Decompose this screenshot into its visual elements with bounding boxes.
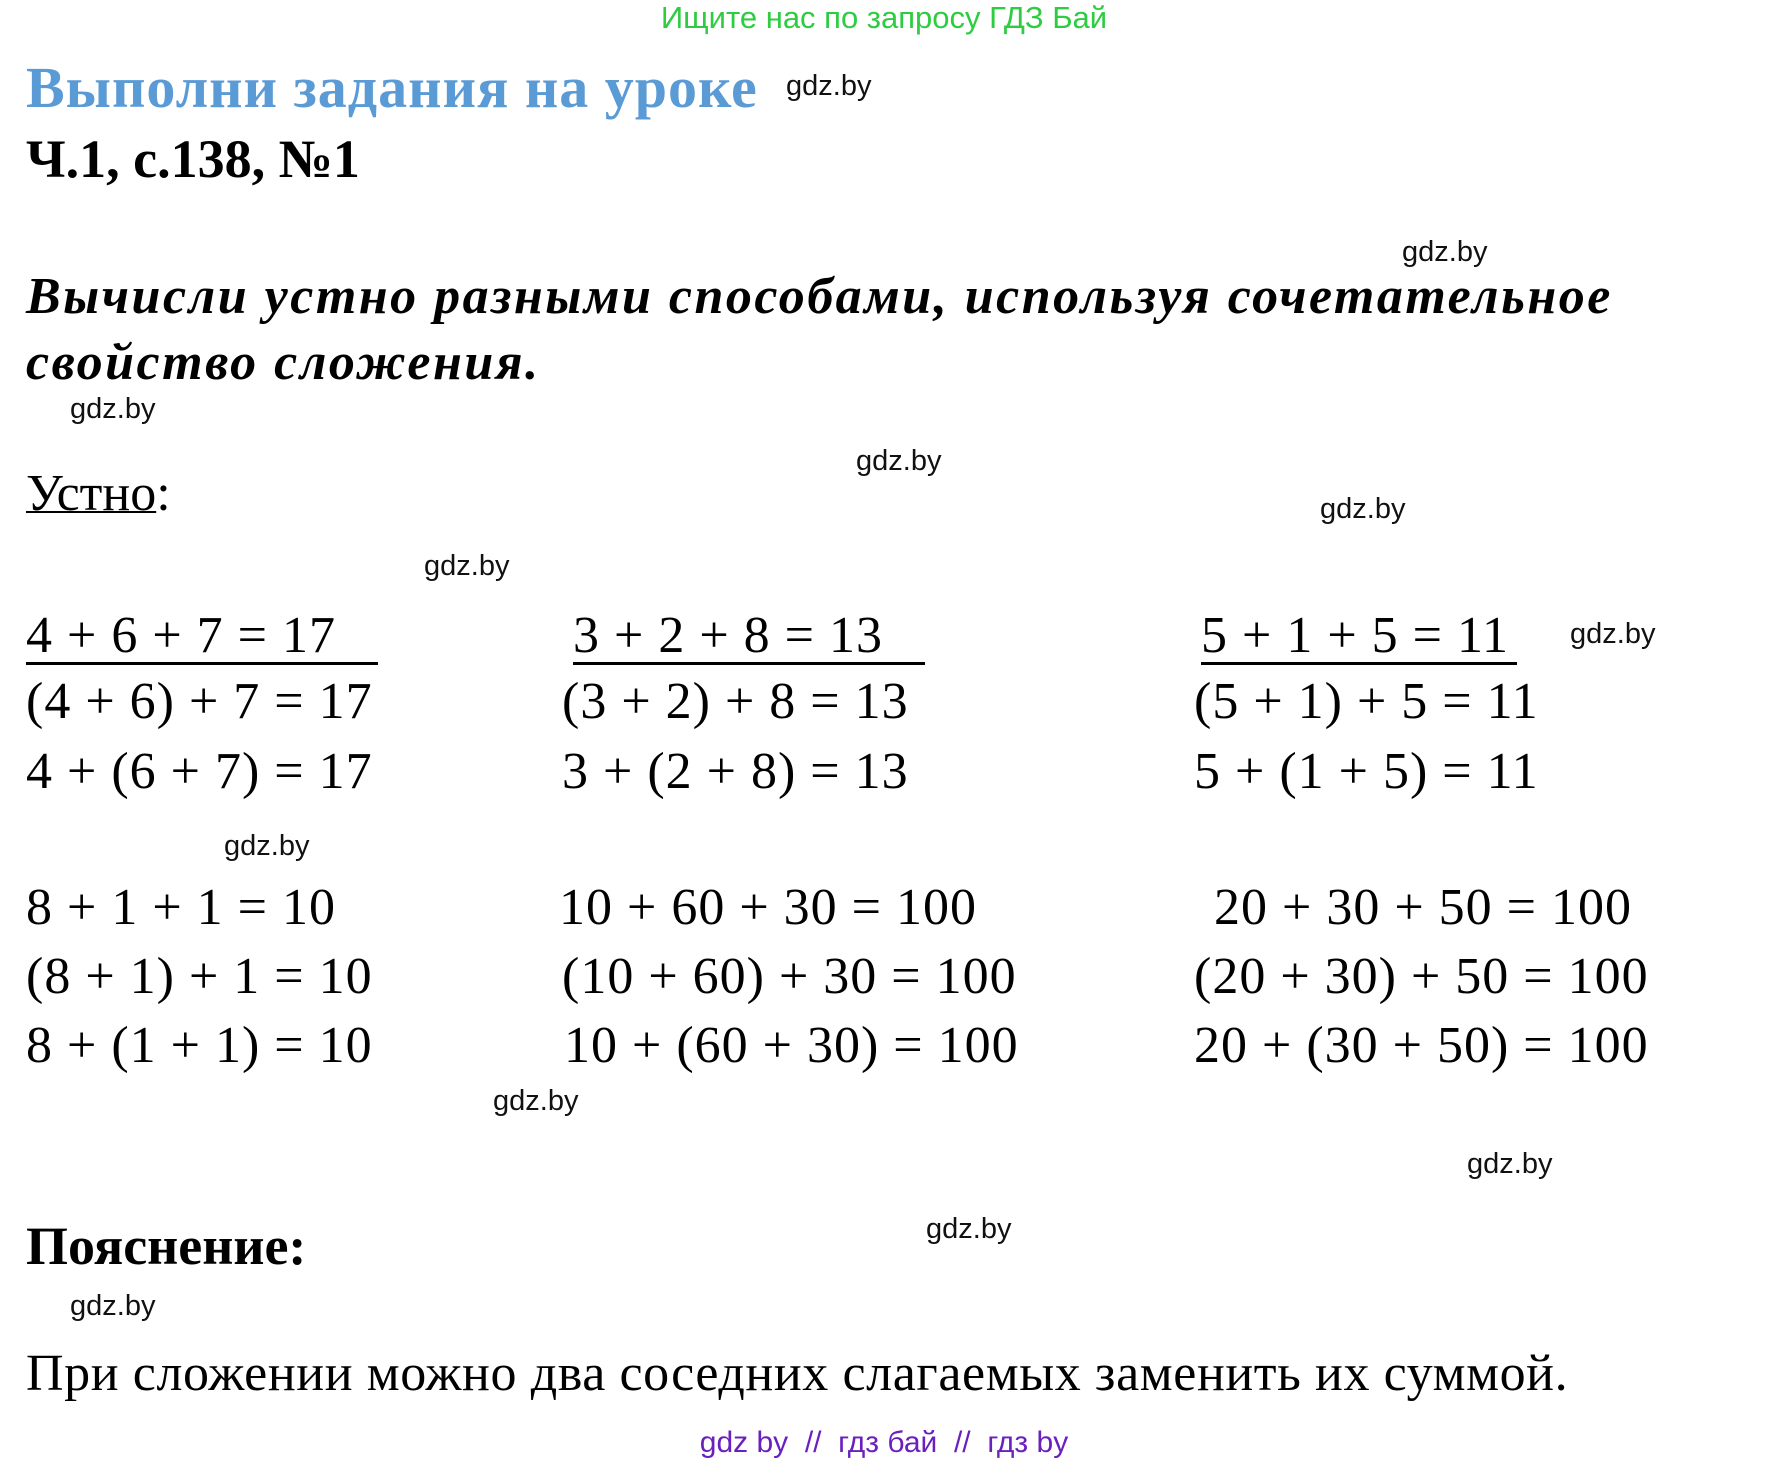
equation-group-3-main: 5 + 1 + 5 = 11 — [1201, 610, 1517, 665]
equation-group-6-main: 20 + 30 + 50 = 100 — [1214, 879, 1632, 936]
equation-group-2-alt2: 3 + (2 + 8) = 13 — [562, 743, 909, 800]
task-statement — [26, 264, 1613, 396]
oral-label — [26, 464, 171, 523]
equation-group-3-alt2: 5 + (1 + 5) = 11 — [1194, 743, 1539, 800]
task-line-2: свойство сложения. — [26, 334, 541, 391]
top-banner[interactable]: Ищите нас по запросу ГДЗ Бай — [660, 0, 1108, 35]
oral-label-text: Устно — [26, 465, 157, 522]
equation-group-5-alt2: 10 + (60 + 30) = 100 — [564, 1017, 1019, 1074]
watermark: gdz.by — [1467, 1148, 1553, 1180]
explanation-title: Пояснение: — [26, 1216, 307, 1276]
equation-group-1-main: 4 + 6 + 7 = 17 — [26, 610, 378, 665]
equation-group-5-alt1: (10 + 60) + 30 = 100 — [562, 948, 1017, 1005]
lesson-heading: Выполни задания на уроке — [26, 55, 758, 120]
equation-group-2-main: 3 + 2 + 8 = 13 — [573, 610, 925, 665]
equation-group-2-alt1: (3 + 2) + 8 = 13 — [562, 673, 909, 730]
equation-group-3-alt1: (5 + 1) + 5 = 11 — [1194, 673, 1539, 730]
watermark: gdz.by — [70, 393, 156, 425]
equation-group-5-main: 10 + 60 + 30 = 100 — [559, 879, 977, 936]
watermark: gdz.by — [926, 1213, 1012, 1245]
equation-group-4-alt2: 8 + (1 + 1) = 10 — [26, 1017, 373, 1074]
oral-label-colon: : — [156, 465, 171, 522]
watermark: gdz.by — [786, 70, 872, 102]
equation-group-1-alt1: (4 + 6) + 7 = 17 — [26, 673, 373, 730]
bottom-banner[interactable]: gdz by // гдз бай // гдз by — [699, 1426, 1069, 1459]
equation-group-6-alt1: (20 + 30) + 50 = 100 — [1194, 948, 1649, 1005]
watermark: gdz.by — [1320, 493, 1406, 525]
exercise-reference: Ч.1, с.138, №1 — [26, 129, 360, 189]
explanation-text: При сложении можно два соседних слагаемых заменить их суммой. — [26, 1345, 1569, 1402]
task-line-1: Вычисли устно разными способами, используя сочетательное — [26, 268, 1613, 325]
watermark: gdz.by — [493, 1085, 579, 1117]
watermark: gdz.by — [224, 830, 310, 862]
watermark: gdz.by — [70, 1290, 156, 1322]
equation-group-4-alt1: (8 + 1) + 1 = 10 — [26, 948, 373, 1005]
watermark: gdz.by — [1570, 618, 1656, 650]
watermark: gdz.by — [424, 550, 510, 582]
watermark: gdz.by — [1402, 236, 1488, 268]
equation-group-4-main: 8 + 1 + 1 = 10 — [26, 879, 336, 936]
equation-group-1-alt2: 4 + (6 + 7) = 17 — [26, 743, 373, 800]
watermark: gdz.by — [856, 445, 942, 477]
equation-group-6-alt2: 20 + (30 + 50) = 100 — [1194, 1017, 1649, 1074]
